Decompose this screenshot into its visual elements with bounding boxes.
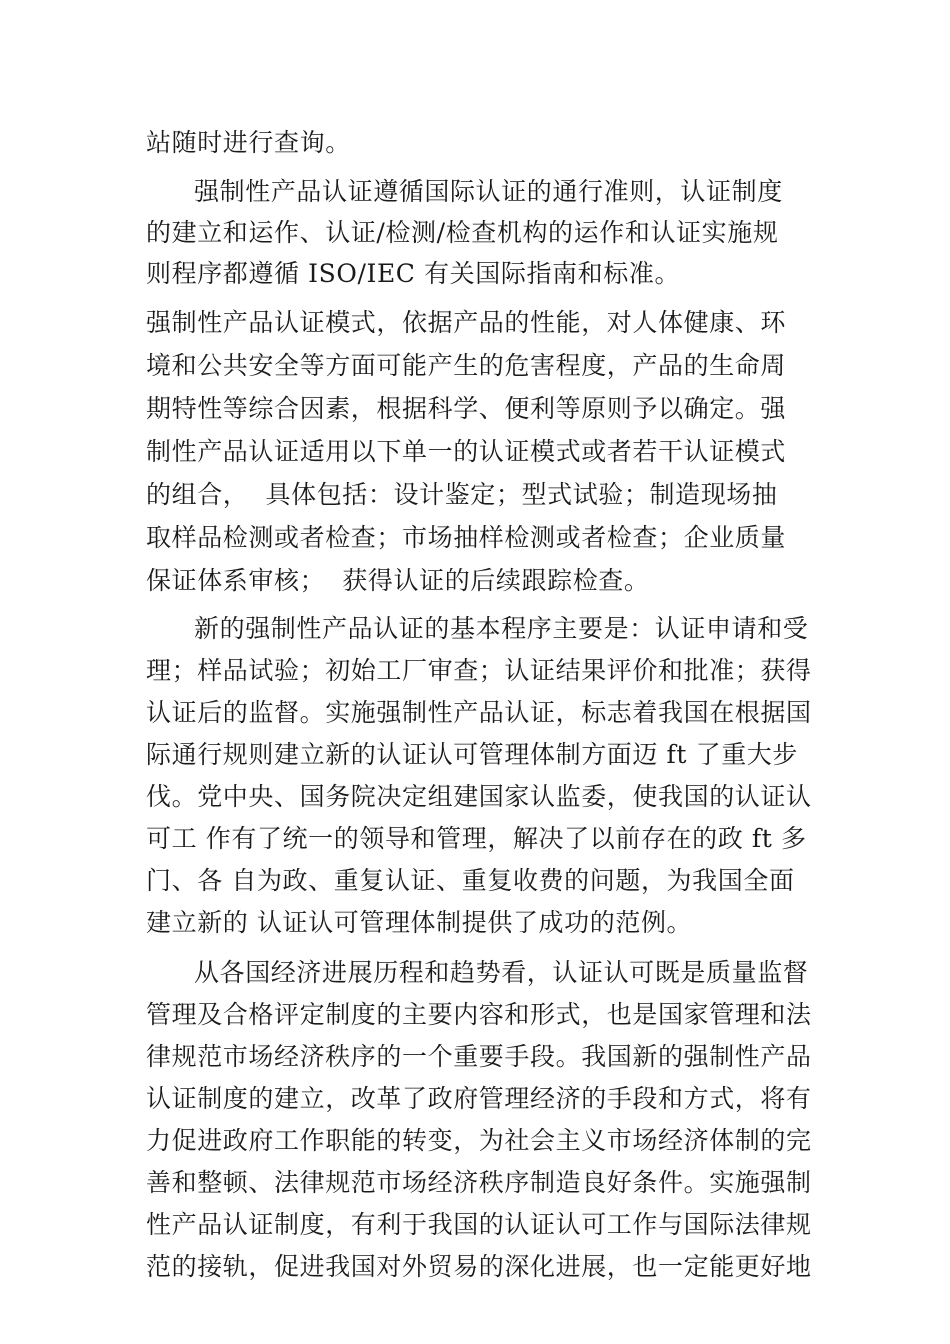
text-line: 从各国经济进展历程和趋势看，认证认可既是质量监督 bbox=[194, 958, 809, 987]
text-line: 门、各 自为政、重复认证、重复收费的问题，为我国全面 bbox=[146, 866, 795, 895]
text-line: 际通行规则建立新的认证认可管理体制方面迈 ft 了重大步 bbox=[146, 740, 798, 769]
text-line: 认证后的监督。实施强制性产品认证，标志着我国在根据国 bbox=[146, 698, 812, 727]
text-line: 的建立和运作、认证/检测/检查机构的运作和认证实施规 bbox=[146, 218, 779, 247]
text-line: 则程序都遵循 ISO/IEC 有关国际指南和标准。 bbox=[146, 259, 681, 288]
text-line: 强制性产品认证模式，依据产品的性能，对人体健康、环 bbox=[146, 308, 787, 337]
text-line: 新的强制性产品认证的基本程序主要是：认证申请和受 bbox=[194, 614, 809, 643]
text-line: 伐。党中央、国务院决定组建国家认监委，使我国的认证认 bbox=[146, 782, 812, 811]
text-line: 理；样品试验；初始工厂审查；认证结果评价和批准；获得 bbox=[146, 656, 812, 685]
text-line: 力促进政府工作职能的转变，为社会主义市场经济体制的完 bbox=[146, 1126, 812, 1155]
text-line: 管理及合格评定制度的主要内容和形式，也是国家管理和法 bbox=[146, 1000, 812, 1029]
text-line: 可工 作有了统一的领导和管理，解决了以前存在的政 ft 多 bbox=[146, 824, 807, 853]
text-line: 制性产品认证适用以下单一的认证模式或者若干认证模式 bbox=[146, 437, 787, 466]
text-line: 范的接轨，促进我国对外贸易的深化进展，也一定能更好地 bbox=[146, 1252, 812, 1281]
text-line: 强制性产品认证遵循国际认证的通行准则，认证制度 bbox=[194, 177, 783, 206]
text-line: 保证体系审核； 获得认证的后续跟踪检查。 bbox=[146, 566, 650, 595]
text-line: 善和整顿、法律规范市场经济秩序制造良好条件。实施强制 bbox=[146, 1168, 812, 1197]
text-line: 站随时进行查询。 bbox=[146, 128, 351, 157]
text-line: 取样品检测或者检查；市场抽样检测或者检查；企业质量 bbox=[146, 523, 787, 552]
text-line: 认证制度的建立，改革了政府管理经济的手段和方式，将有 bbox=[146, 1084, 812, 1113]
text-line: 境和公共安全等方面可能产生的危害程度，产品的生命周 bbox=[146, 351, 787, 380]
text-line: 律规范市场经济秩序的一个重要手段。我国新的强制性产品 bbox=[146, 1042, 812, 1071]
text-line: 性产品认证制度，有利于我国的认证认可工作与国际法律规 bbox=[146, 1210, 812, 1239]
text-line: 期特性等综合因素，根据科学、便利等原则予以确定。强 bbox=[146, 394, 787, 423]
text-line: 的组合， 具体包括：设计鉴定；型式试验；制造现场抽 bbox=[146, 480, 778, 509]
text-line: 建立新的 认证认可管理体制提供了成功的范例。 bbox=[146, 908, 693, 937]
